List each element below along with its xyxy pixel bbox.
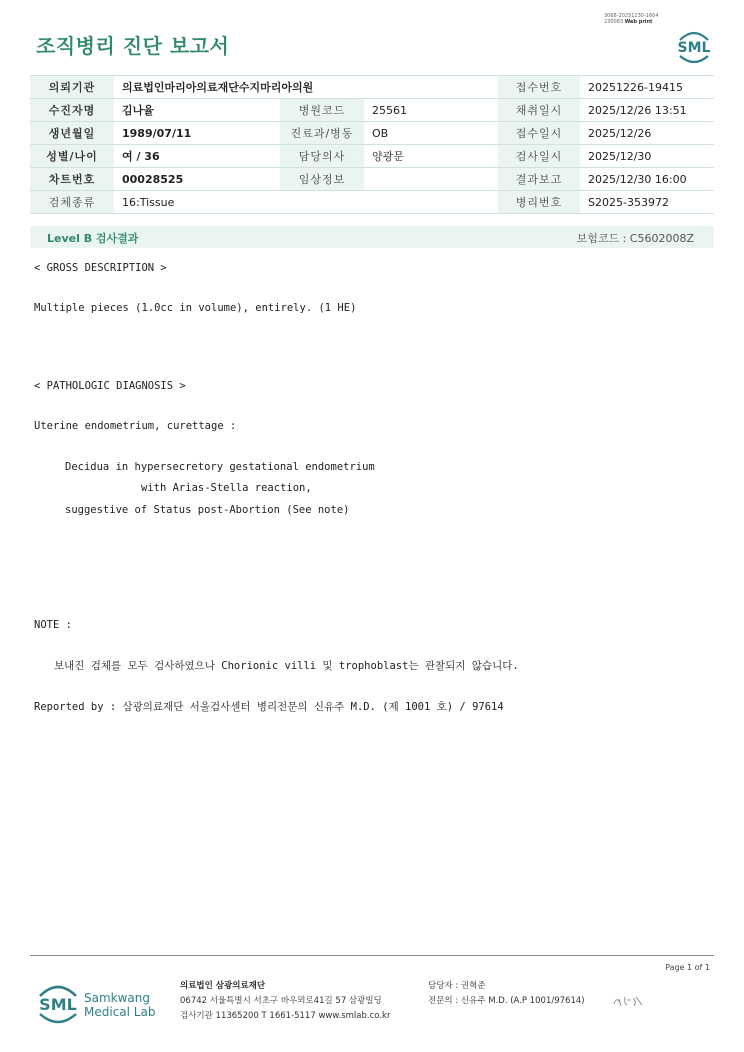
info-row	[30, 99, 714, 122]
value-requesting-institution: 의료법인마리아의료재단수지마리아의원	[114, 76, 498, 99]
value-pathology-number: S2025-353972	[580, 191, 714, 214]
info-row	[30, 76, 714, 99]
logo-bottom-text: SML	[39, 995, 77, 1014]
signature-icon	[612, 994, 646, 1008]
value-specimen-type: 16:Tissue	[114, 191, 498, 214]
label-collection-datetime: 채취일시	[498, 99, 580, 122]
value-department: OB	[364, 122, 498, 145]
value-exam-date: 2025/12/30	[580, 145, 714, 168]
note-heading: NOTE :	[34, 619, 72, 631]
value-collection-datetime: 2025/12/26 13:51	[580, 99, 714, 122]
info-row	[30, 145, 714, 168]
label-chart-number: 차트번호	[30, 168, 114, 191]
value-birthdate: 1989/07/11	[114, 122, 280, 145]
document-code-line1: 3068-20251230-1604	[604, 13, 659, 19]
footer-contact: 검사기관 11365200 T 1661-5117 www.smlab.co.kr	[180, 1011, 391, 1021]
label-patient-name: 수진자명	[30, 99, 114, 122]
value-received-date: 2025/12/26	[580, 122, 714, 145]
label-clinical-info: 임상정보	[280, 168, 364, 191]
note-text: 보내진 검체를 모두 검사하였으나 Chorionic villi 및 trophoblast는 관찰되지 않습니다.	[54, 660, 519, 672]
insurance-code: 보험코드 : C5602008Z	[576, 232, 694, 245]
result-level-bar	[30, 226, 714, 248]
label-pathology-number: 병리번호	[498, 191, 580, 214]
value-result-report: 2025/12/30 16:00	[580, 168, 714, 191]
gross-text: Multiple pieces (1.0cc in volume), entirely. (1 HE)	[34, 302, 357, 314]
label-hospital-code: 병원코드	[280, 99, 364, 122]
footer-manager: 담당자 : 권혁준	[428, 981, 486, 991]
value-accession-number: 20251226-19415	[580, 76, 714, 99]
result-level-title: Level B 검사결과	[47, 232, 139, 245]
logo-name-line1: Samkwang	[84, 991, 150, 1005]
footer-specialist: 전문의 : 신유주 M.D. (A.P 1001/97614)	[428, 996, 585, 1006]
value-chart-number: 00028525	[114, 168, 280, 191]
info-row	[30, 122, 714, 145]
label-physician: 담당의사	[280, 145, 364, 168]
info-row	[30, 168, 714, 191]
footer-address: 06742 서울특별시 서초구 바우뫼로41길 57 삼광빌딩	[180, 996, 382, 1006]
label-result-report: 결과보고	[498, 168, 580, 191]
logo-top-text: SML	[677, 40, 711, 56]
value-clinical-info	[364, 168, 498, 191]
label-exam-date: 검사일시	[498, 145, 580, 168]
sml-logo-icon	[672, 26, 716, 66]
label-specimen-type: 검체종류	[30, 191, 114, 214]
label-sex-age: 성별/나이	[30, 145, 114, 168]
web-print-label: Web print	[624, 19, 653, 25]
diagnosis-line-3: suggestive of Status post-Abortion (See note)	[65, 504, 350, 516]
pathology-site: Uterine endometrium, curettage :	[34, 420, 237, 432]
label-accession-number: 접수번호	[498, 76, 580, 99]
label-received-date: 접수일시	[498, 122, 580, 145]
diagnosis-line-1: Decidua in hypersecretory gestational endometrium	[65, 461, 375, 473]
reported-by: Reported by : 삼광의료재단 서울검사센터 병리전문의 신유주 M.D. (제 1001 호) / 97614	[34, 701, 504, 713]
label-requesting-institution: 의뢰기관	[30, 76, 114, 99]
footer-organization: 의료법인 삼광의료재단	[180, 981, 266, 991]
page-title: 조직병리 진단 보고서	[36, 34, 230, 58]
document-code-line2: 230083 Web print	[604, 19, 653, 25]
logo-name-line2: Medical Lab	[84, 1005, 156, 1019]
value-sex-age: 여 / 36	[114, 145, 280, 168]
diagnosis-line-2: with Arias-Stella reaction,	[141, 482, 312, 494]
value-patient-name: 김나율	[114, 99, 280, 122]
footer-divider	[30, 955, 714, 956]
label-department: 진료과/병동	[280, 122, 364, 145]
gross-heading: < GROSS DESCRIPTION >	[34, 262, 167, 274]
page-number: Page 1 of 1	[665, 963, 710, 972]
samkwang-logo-icon	[36, 980, 161, 1028]
document-code	[604, 13, 659, 25]
value-physician: 양광문	[364, 145, 498, 168]
label-birthdate: 생년월일	[30, 122, 114, 145]
value-hospital-code: 25561	[364, 99, 498, 122]
pathology-heading: < PATHOLOGIC DIAGNOSIS >	[34, 380, 186, 392]
patient-info-table	[30, 75, 714, 214]
info-row	[30, 191, 714, 214]
